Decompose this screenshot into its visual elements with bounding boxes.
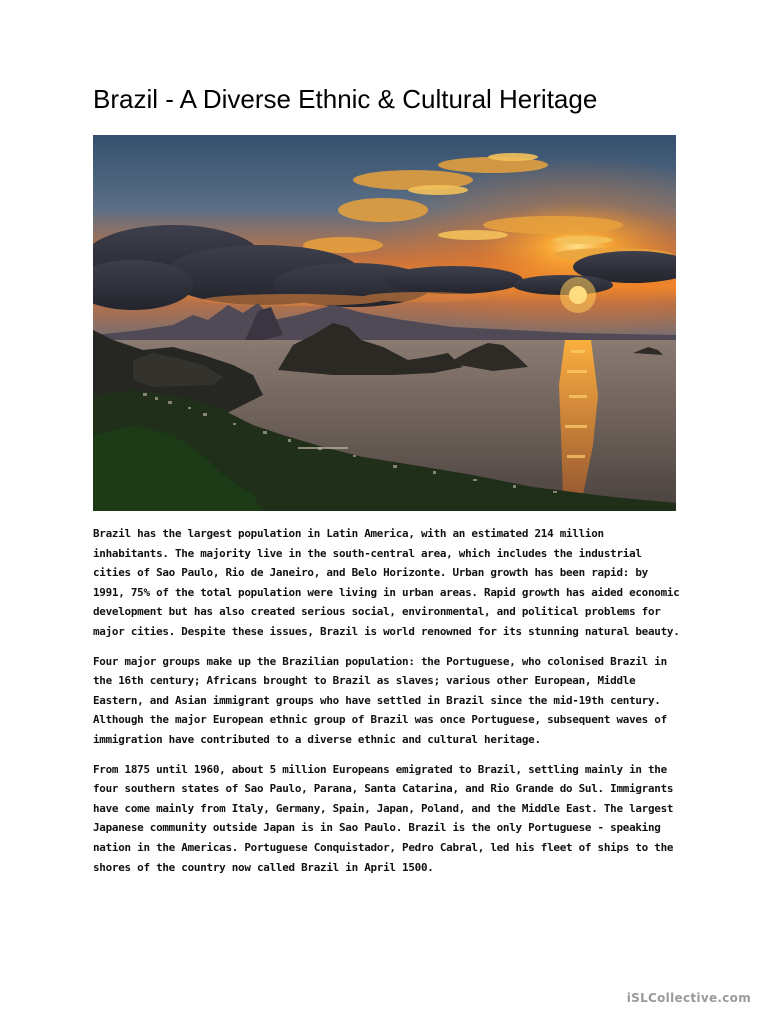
paragraph-population: Brazil has the largest population in Latin America, with an estimated 214 million inhabitants. The majority live in the south-central area, which includes the industrial cities of Sao Paulo, Rio de Janeiro, and Belo Horizonte. Urban growth has been rapid: by 1991, 75% of the total population were living in urban areas. Rapid growth has aided economic development but has also created serious social, environmental, and political problems for major cities. Despite these issues, Brazil is world renowned for its stunning natural beauty. xyxy=(93,527,680,638)
article-body xyxy=(93,524,683,887)
page-title: Brazil - A Diverse Ethnic & Cultural Heritage xyxy=(93,84,598,114)
footer-brand-watermark: iSLCollective.com xyxy=(626,991,751,1005)
paragraph-ethnic-groups: Four major groups make up the Brazilian population: the Portuguese, who colonised Brazil in the 16th century; Africans brought to Brazil as slaves; various other European, Middle Eastern, and Asian immigrant groups who have settled in Brazil since the mid-19th century. Although the major European ethnic group of Brazil was once Portuguese, subsequent waves of immigration have contributed to a diverse ethnic and cultural heritage. xyxy=(93,654,667,746)
hero-landscape-image xyxy=(93,135,676,511)
paragraph-immigration-history: From 1875 until 1960, about 5 million Europeans emigrated to Brazil, settling mainly in the four southern states of Sao Paulo, Parana, Santa Catarina, and Rio Grande do Sul. Immigrants have come mainly from Italy, Germany, Spain, Japan, Poland, and the Middle East. The largest Japanese community outside Japan is in Sao Paulo. Brazil is the only Portuguese - speaking nation in the Americas. Portuguese Conquistador, Pedro Cabral, led his fleet of ships to the shores of the country now called Brazil in April 1500. xyxy=(93,762,674,874)
